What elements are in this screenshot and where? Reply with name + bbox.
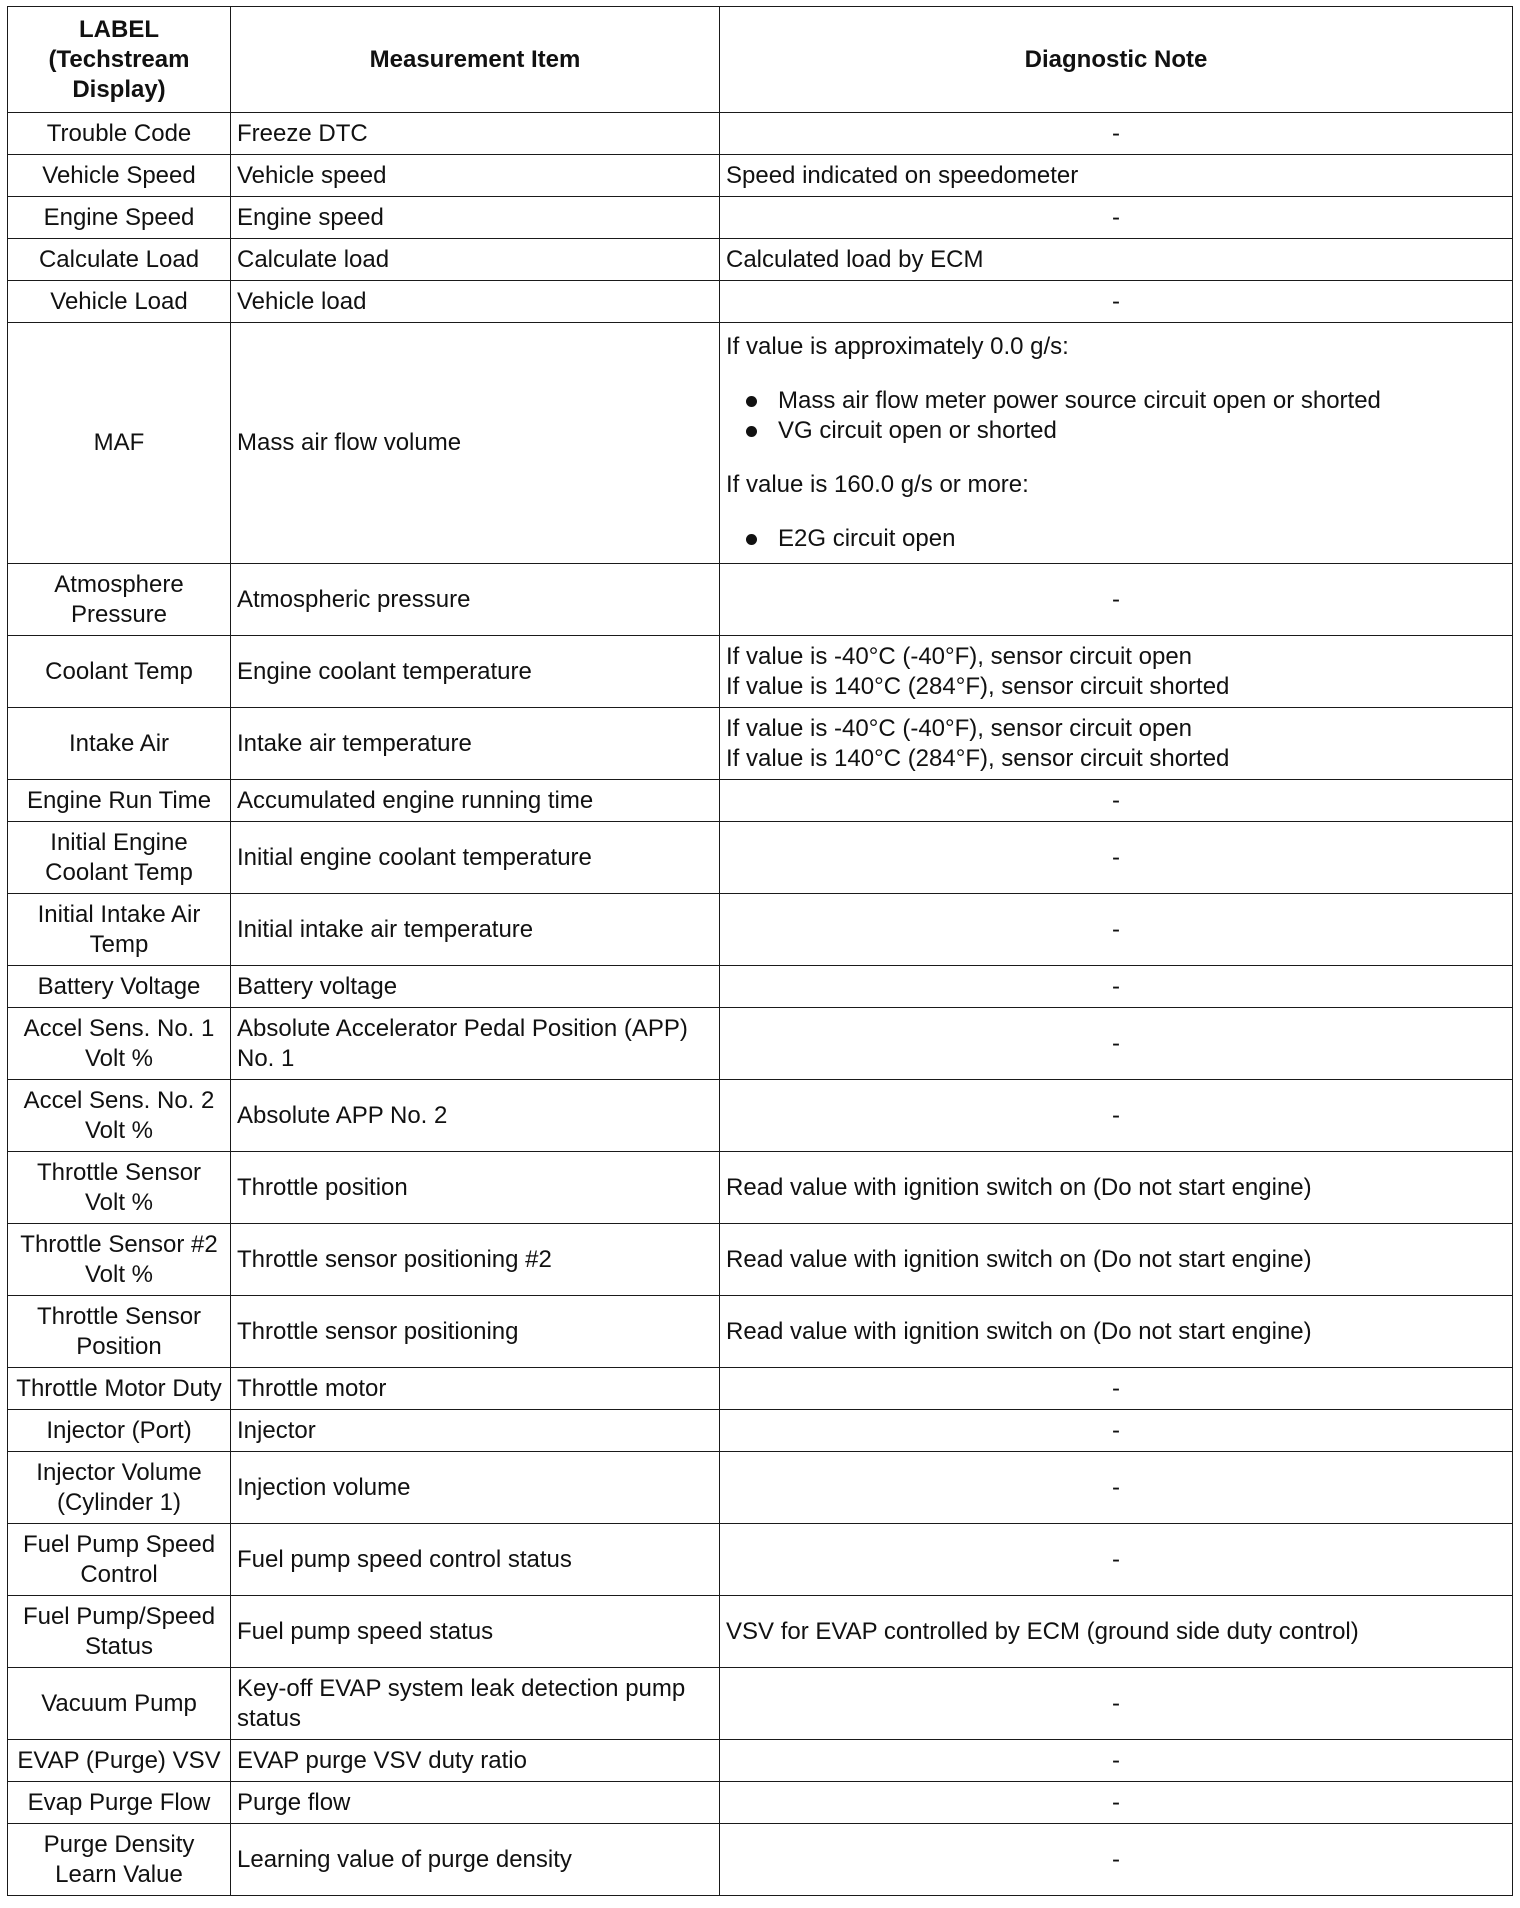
table-row — [8, 281, 1513, 323]
maf-note-line-2: If value is 160.0 g/s or more: — [726, 471, 1029, 498]
row-label: Throttle Sensor Volt % — [8, 1152, 231, 1224]
table-row — [8, 1782, 1513, 1824]
header-measurement-item: Measurement Item — [231, 7, 720, 113]
table-row — [8, 1524, 1513, 1596]
row-label: Intake Air — [8, 708, 231, 780]
row-measurement-item: Key-off EVAP system leak detection pump status — [231, 1668, 720, 1740]
row-label: Engine Speed — [8, 197, 231, 239]
row-label: EVAP (Purge) VSV — [8, 1740, 231, 1782]
row-measurement-item: Initial intake air temperature — [231, 894, 720, 966]
row-measurement-item: Absolute Accelerator Pedal Position (APP) No. 1 — [231, 1008, 720, 1080]
row-diagnostic-note: - — [720, 1740, 1513, 1782]
table-row — [8, 1824, 1513, 1896]
row-diagnostic-note: - — [720, 197, 1513, 239]
row-measurement-item: Initial engine coolant temperature — [231, 822, 720, 894]
table-body — [8, 113, 1513, 1896]
table-row — [8, 155, 1513, 197]
row-measurement-item: Fuel pump speed status — [231, 1596, 720, 1668]
row-diagnostic-note: - — [720, 281, 1513, 323]
row-diagnostic-note: - — [720, 1824, 1513, 1896]
table-row — [8, 1452, 1513, 1524]
row-diagnostic-note: Read value with ignition switch on (Do not start engine) — [720, 1152, 1513, 1224]
row-measurement-item: Learning value of purge density — [231, 1824, 720, 1896]
row-measurement-item: Intake air temperature — [231, 708, 720, 780]
row-label: Atmosphere Pressure — [8, 564, 231, 636]
row-label: Injector Volume (Cylinder 1) — [8, 1452, 231, 1524]
table-row — [8, 1008, 1513, 1080]
row-label: Battery Voltage — [8, 966, 231, 1008]
row-measurement-item: Vehicle speed — [231, 155, 720, 197]
row-diagnostic-note: - — [720, 822, 1513, 894]
table-row — [8, 1296, 1513, 1368]
row-measurement-item: Purge flow — [231, 1782, 720, 1824]
header-diagnostic-note: Diagnostic Note — [720, 7, 1513, 113]
table-row — [8, 1740, 1513, 1782]
table-row — [8, 780, 1513, 822]
diagnostic-table — [7, 6, 1513, 1896]
row-measurement-item: Throttle sensor positioning — [231, 1296, 720, 1368]
row-measurement-item: Absolute APP No. 2 — [231, 1080, 720, 1152]
row-measurement-item: Mass air flow volume — [231, 323, 720, 564]
row-measurement-item: Calculate load — [231, 239, 720, 281]
row-measurement-item: Freeze DTC — [231, 113, 720, 155]
row-label: Throttle Sensor Position — [8, 1296, 231, 1368]
row-diagnostic-note: - — [720, 894, 1513, 966]
row-measurement-item: Vehicle load — [231, 281, 720, 323]
row-label: Accel Sens. No. 1 Volt % — [8, 1008, 231, 1080]
table-row — [8, 636, 1513, 708]
table-row — [8, 564, 1513, 636]
row-label: Fuel Pump/Speed Status — [8, 1596, 231, 1668]
table-row — [8, 708, 1513, 780]
table-row — [8, 197, 1513, 239]
row-measurement-item: Engine coolant temperature — [231, 636, 720, 708]
row-diagnostic-note: If value is -40°C (-40°F), sensor circuit open If value is 140°C (284°F), sensor circuit shorted — [720, 636, 1513, 708]
row-diagnostic-note: - — [720, 564, 1513, 636]
table-row — [8, 1080, 1513, 1152]
row-label: MAF — [8, 323, 231, 564]
row-label: Purge Density Learn Value — [8, 1824, 231, 1896]
row-diagnostic-note: Calculated load by ECM — [720, 239, 1513, 281]
row-label: Engine Run Time — [8, 780, 231, 822]
row-diagnostic-note: VSV for EVAP controlled by ECM (ground side duty control) — [720, 1596, 1513, 1668]
table-row — [8, 966, 1513, 1008]
row-measurement-item: Injector — [231, 1410, 720, 1452]
row-label: Initial Engine Coolant Temp — [8, 822, 231, 894]
row-diagnostic-note: Read value with ignition switch on (Do not start engine) — [720, 1224, 1513, 1296]
row-label: Throttle Sensor #2 Volt % — [8, 1224, 231, 1296]
row-measurement-item: Atmospheric pressure — [231, 564, 720, 636]
row-label: Evap Purge Flow — [8, 1782, 231, 1824]
row-label: Trouble Code — [8, 113, 231, 155]
row-diagnostic-note: - — [720, 1452, 1513, 1524]
row-diagnostic-note: - — [720, 966, 1513, 1008]
bullet-item: E2G circuit open — [726, 524, 1506, 554]
table-row — [8, 1668, 1513, 1740]
header-label: LABEL (Techstream Display) — [8, 7, 231, 113]
maf-note-line-1: If value is approximately 0.0 g/s: — [726, 333, 1069, 360]
row-diagnostic-note: If value is -40°C (-40°F), sensor circuit open If value is 140°C (284°F), sensor circuit shorted — [720, 708, 1513, 780]
row-diagnostic-note: Read value with ignition switch on (Do not start engine) — [720, 1296, 1513, 1368]
bullet-item: Mass air flow meter power source circuit open or shorted — [726, 386, 1506, 416]
row-diagnostic-note: - — [720, 1008, 1513, 1080]
row-diagnostic-note: - — [720, 1782, 1513, 1824]
table-row — [8, 822, 1513, 894]
row-label: Accel Sens. No. 2 Volt % — [8, 1080, 231, 1152]
row-measurement-item: Injection volume — [231, 1452, 720, 1524]
maf-bullet-list-1 — [726, 386, 1506, 446]
table-row — [8, 1410, 1513, 1452]
table-row — [8, 1224, 1513, 1296]
row-label: Vehicle Load — [8, 281, 231, 323]
row-label: Initial Intake Air Temp — [8, 894, 231, 966]
row-measurement-item: Throttle motor — [231, 1368, 720, 1410]
row-diagnostic-note: - — [720, 1410, 1513, 1452]
row-label: Vacuum Pump — [8, 1668, 231, 1740]
row-diagnostic-note: - — [720, 1668, 1513, 1740]
row-diagnostic-note: - — [720, 1080, 1513, 1152]
row-measurement-item: EVAP purge VSV duty ratio — [231, 1740, 720, 1782]
row-measurement-item: Throttle position — [231, 1152, 720, 1224]
row-label: Calculate Load — [8, 239, 231, 281]
table-row — [8, 323, 1513, 564]
row-label: Injector (Port) — [8, 1410, 231, 1452]
table-row — [8, 1368, 1513, 1410]
bullet-item: VG circuit open or shorted — [726, 416, 1506, 446]
row-diagnostic-note: - — [720, 1524, 1513, 1596]
table-row — [8, 1596, 1513, 1668]
row-measurement-item: Throttle sensor positioning #2 — [231, 1224, 720, 1296]
table-row — [8, 1152, 1513, 1224]
table-row — [8, 894, 1513, 966]
maf-bullet-list-2 — [726, 524, 1506, 554]
row-measurement-item: Fuel pump speed control status — [231, 1524, 720, 1596]
row-label: Coolant Temp — [8, 636, 231, 708]
row-label: Throttle Motor Duty — [8, 1368, 231, 1410]
table-row — [8, 113, 1513, 155]
row-measurement-item: Engine speed — [231, 197, 720, 239]
table-header-row — [8, 7, 1513, 113]
row-diagnostic-note: - — [720, 1368, 1513, 1410]
row-diagnostic-note: Speed indicated on speedometer — [720, 155, 1513, 197]
row-diagnostic-note: - — [720, 113, 1513, 155]
table-row — [8, 239, 1513, 281]
row-diagnostic-note: - — [720, 780, 1513, 822]
row-measurement-item: Battery voltage — [231, 966, 720, 1008]
row-label: Vehicle Speed — [8, 155, 231, 197]
row-label: Fuel Pump Speed Control — [8, 1524, 231, 1596]
row-diagnostic-note — [720, 323, 1513, 564]
row-measurement-item: Accumulated engine running time — [231, 780, 720, 822]
